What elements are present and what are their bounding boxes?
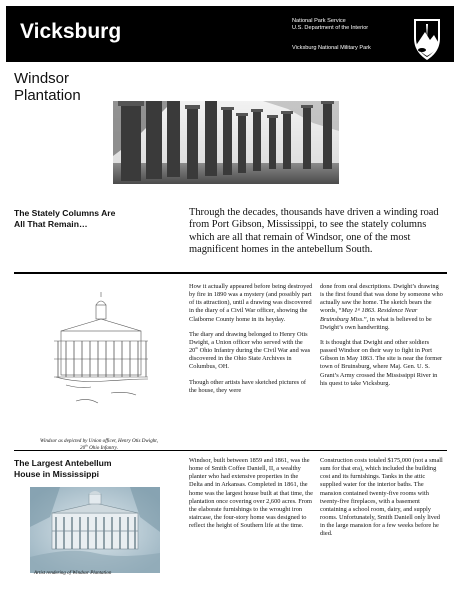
sketch-caption-prefix: Windsor as depicted by Union officer, Henry Otis Dwight, 20 <box>40 438 158 451</box>
page-title <box>14 70 81 104</box>
section-2-heading <box>14 458 174 480</box>
lead-paragraph: Through the decades, thousands have driven a winding road from Port Gibson, Mississippi, to see the stately columns which are all that remain of Windsor, one of the most magnificent homes in the antebellum South. <box>189 207 439 256</box>
paragraph <box>189 331 313 372</box>
sketch-caption-suffix: Ohio Infantry. <box>87 444 118 451</box>
section-1-heading-line-1: The Stately Columns Are <box>14 208 116 218</box>
nps-arrowhead-icon <box>411 16 443 62</box>
paragraph: It is thought that Dwight and other soldiers passed Windsor on their way to fight in Port Gibson in May 1863. The site is near the former town of Bruinsburg, where Maj. Gen. U. S. Grant’s Army crossed the Mississippi River in his quest to take Vicksburg. <box>320 338 443 387</box>
paragraph <box>320 283 444 332</box>
agency-line-1: National Park Service <box>292 18 346 24</box>
paragraph: Windsor, built between 1859 and 1861, was the home of Smith Coffee Daniell, II, a wealthy planter who had extensive properties in the Delta and in Arkansas. Completed in 1861, the home was the largest house built at that time, the plantation once covering over 2,600 acres. From the elaborate furnishings to the wrought iron staircase, the four-story home was designed to reflect the height of Southern life at the time. <box>189 457 313 530</box>
section-1-heading-line-2: All That Remain… <box>14 219 88 229</box>
section-2-divider <box>14 450 447 451</box>
article-column-2 <box>320 283 444 395</box>
agency-line-2: U.S. Department of the Interior <box>292 25 369 31</box>
banner-title: Vicksburg <box>20 20 122 43</box>
article-column-4 <box>320 457 444 546</box>
sketch-inscription: May 1ˢᵗ 1863. Residence Near Bruinsburg Miss. <box>320 307 418 323</box>
section-1-divider <box>14 272 447 274</box>
park-name: Vicksburg National Military Park <box>292 45 371 51</box>
page-title-line-1: Windsor <box>14 70 70 87</box>
section-2-heading-line-1: The Largest Antebellum <box>14 458 112 468</box>
columns-photo <box>113 101 339 184</box>
ordinal-sup: th <box>195 345 199 350</box>
agency-block <box>292 18 368 32</box>
page-title-line-2: Plantation <box>14 87 81 104</box>
paragraph-part: Ohio Infantry during the Civil War and was discovered in the Ohio State Archives in Columbus, OH. <box>189 347 311 371</box>
article-column-3 <box>189 457 313 537</box>
paragraph-part: ”, in what is believed to be Dwight’s own handwriting. <box>320 315 432 331</box>
article-column-1 <box>189 283 313 402</box>
paragraph: Though other artists have sketched pictures of the house, they were <box>189 378 306 394</box>
paragraph: How it actually appeared before being destroyed by fire in 1890 was a mystery (and possibly part of its attraction), until a drawing was discovered in the diary of a Civil War officer, showing the Claiborne County home in its heyday. <box>189 283 313 323</box>
sketch-caption-sup: th <box>85 442 88 447</box>
paragraph-part: The diary and drawing belonged to Henry Otis Dwight, a Union officer who served with the 20 <box>189 330 308 355</box>
rendering-caption: Artist rendering of Windsor Plantation <box>34 571 112 576</box>
section-2-heading-line-2: House in Mississippi <box>14 469 100 479</box>
section-1-heading <box>14 208 164 230</box>
header-banner <box>6 6 454 62</box>
paragraph-part: done from oral descriptions. Dwight’s drawing is the first found that was done by someone who actually saw the home. The sketch bears the words, “ <box>320 283 443 315</box>
paragraph: Construction costs totaled $175,000 (not a small sum for that era), which included the building cost and its furnishings. Tanks in the attic supplied water for the interior baths. The mansion contained twenty-five rooms with twenty-five fireplaces, with a basement containing a school room, dairy, and supply rooms. Unfortunately, Smith Daniell only lived in the large mansion for a few weeks before he died. <box>320 457 443 538</box>
windsor-artist-rendering <box>30 487 160 573</box>
dwight-sketch <box>36 287 162 445</box>
